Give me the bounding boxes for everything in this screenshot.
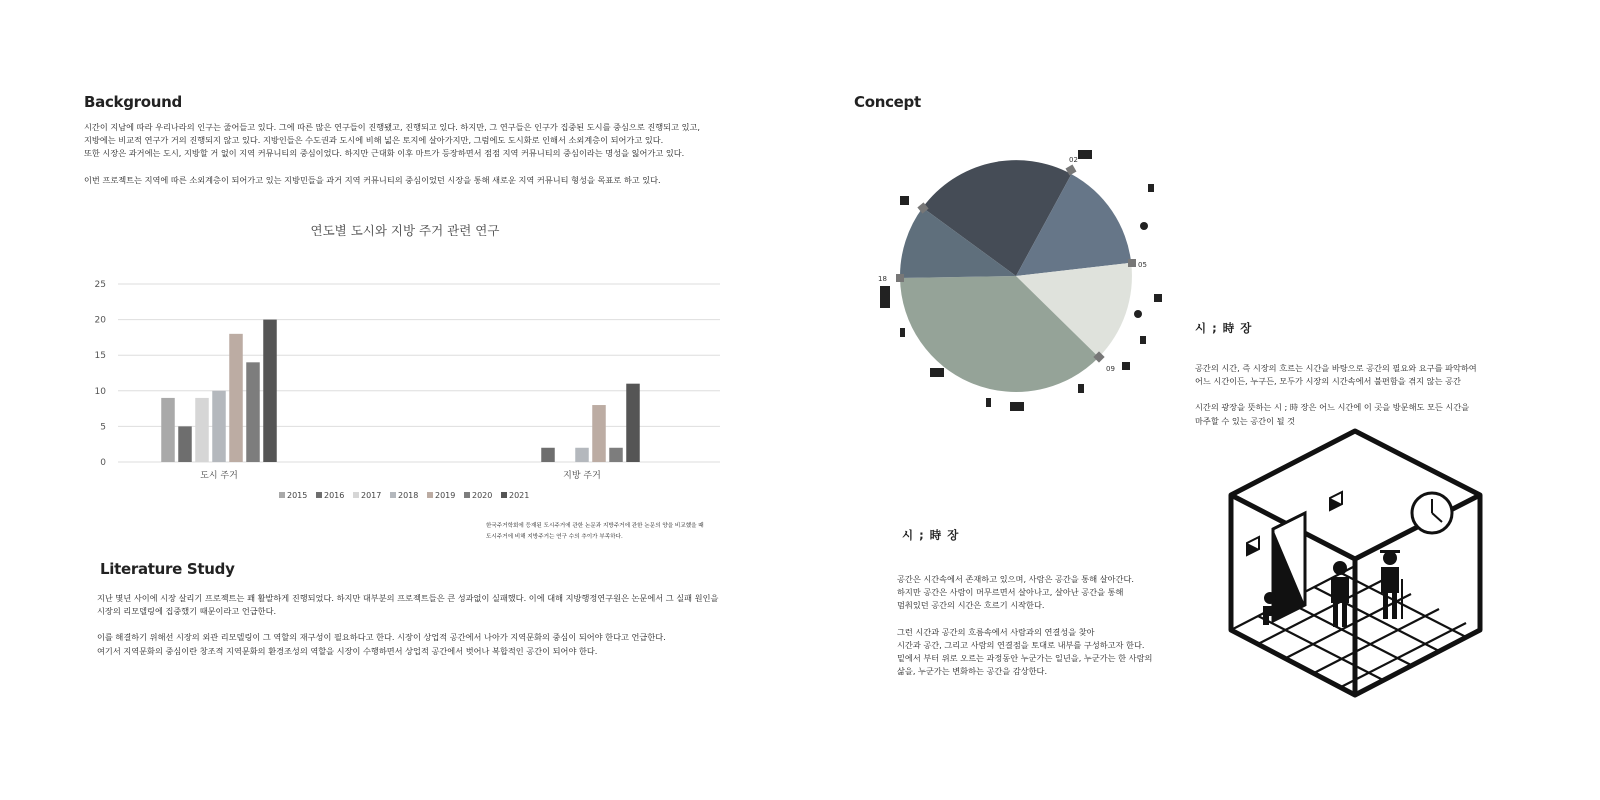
chart-note-line: 한국주거학회에 등재된 도시주거에 관한 논문과 지방주거에 관한 논문의 양을 비교했을 때 bbox=[486, 523, 704, 529]
background-line: 시간이 지남에 따라 우리나라의 인구는 줄어들고 있다. 그에 따른 많은 연구들이 진행됐고, 진행되고 있다. 하지만, 그 연구들은 인구가 집중된 도시를 중심으로 진행되고 있고, bbox=[84, 122, 701, 132]
legend-swatch bbox=[316, 492, 322, 498]
concept-bottom-paragraph bbox=[897, 573, 1152, 678]
bar bbox=[212, 391, 226, 462]
y-tick-label: 10 bbox=[94, 386, 106, 397]
x-category-label: 도시 주거 bbox=[200, 471, 238, 481]
chart-note bbox=[486, 521, 704, 543]
concept-right-heading: 시 ; 時 장 bbox=[1195, 321, 1253, 335]
literature-line bbox=[97, 618, 718, 631]
concept-right-line bbox=[1195, 388, 1477, 401]
concept-right-line: 어느 시간이든, 누구든, 모두가 시장의 시간속에서 불편함을 겪지 않는 공간 bbox=[1195, 376, 1461, 387]
legend-label: 2016 bbox=[324, 491, 345, 500]
y-tick-label: 15 bbox=[94, 351, 106, 362]
background-heading: Background bbox=[84, 93, 182, 111]
literature-line: 지난 몇년 사이에 시장 살리기 프로젝트는 꽤 활발하게 진행되었다. 하지만 대부분의 프로젝트들은 큰 성과없이 실패했다. 이에 대해 지방행정연구원은 논문에서 그 실패 원인을 bbox=[97, 593, 719, 603]
literature-paragraph bbox=[97, 592, 718, 658]
concept-right-line: 시간의 광장을 뜻하는 시 ; 時 장은 어느 시간에 이 곳을 방문해도 모든 시간을 bbox=[1195, 402, 1470, 413]
bar-chart bbox=[80, 240, 720, 520]
concept-bottom-line: 멈춰있던 공간의 시간은 흐르기 시작한다. bbox=[897, 600, 1045, 611]
legend-swatch bbox=[464, 492, 470, 498]
bar bbox=[263, 320, 277, 462]
concept-bottom-line: 공간은 시간속에서 존재하고 있으며, 사람은 공간을 통해 살아간다. bbox=[897, 574, 1134, 584]
concept-right-line: 공간의 시간, 즉 시장의 흐르는 시간을 바탕으로 공간의 필요와 요구를 파악하여 bbox=[1195, 363, 1477, 373]
clock-icon bbox=[1412, 493, 1452, 533]
concept-bottom-line: 밑에서 부터 위로 오르는 과정동안 누군가는 일년을, 누군가는 한 사람의 bbox=[897, 653, 1153, 664]
legend-swatch bbox=[279, 492, 285, 498]
bar bbox=[161, 398, 175, 462]
hour-label: 02 bbox=[1069, 156, 1078, 164]
legend-label: 2015 bbox=[287, 491, 308, 500]
legend-swatch bbox=[390, 492, 396, 498]
background-paragraph bbox=[84, 121, 700, 187]
y-tick-label: 20 bbox=[94, 315, 106, 326]
concept-bottom-line: 시간과 공간, 그리고 사람의 연결점을 토대로 내부를 구성하고자 한다. bbox=[897, 639, 1145, 650]
legend-label: 2017 bbox=[361, 491, 382, 500]
isometric-room-illustration bbox=[1225, 425, 1495, 715]
hour-marker bbox=[896, 274, 904, 282]
legend-swatch bbox=[501, 492, 507, 498]
hour-label: 18 bbox=[878, 275, 887, 283]
bar bbox=[195, 398, 209, 462]
background-line bbox=[84, 161, 700, 174]
bar bbox=[609, 448, 623, 462]
background-line: 이번 프로젝트는 지역에 따른 소외계층이 되어가고 있는 지방민들을 과거 지역 커뮤니티의 중심이었던 시장을 통해 새로운 지역 커뮤니티 형성을 목표로 하고 있다. bbox=[84, 174, 661, 185]
concept-bottom-line: 삶을, 누군가는 변화하는 공간을 감상한다. bbox=[897, 666, 1048, 677]
legend-label: 2018 bbox=[398, 491, 419, 500]
bar bbox=[229, 334, 243, 462]
hour-label: 09 bbox=[1106, 365, 1115, 373]
y-tick-label: 5 bbox=[100, 422, 106, 433]
bar bbox=[178, 426, 192, 462]
concept-bottom-line bbox=[897, 613, 1152, 626]
concept-right-paragraph bbox=[1195, 362, 1477, 428]
concept-bottom-heading: 시 ; 時 장 bbox=[902, 528, 960, 542]
legend-swatch bbox=[427, 492, 433, 498]
concept-heading: Concept bbox=[854, 93, 921, 111]
bar bbox=[592, 405, 606, 462]
chart-title: 연도별 도시와 지방 주거 관련 연구 bbox=[310, 223, 500, 238]
bar bbox=[246, 362, 260, 462]
literature-line: 여기서 지역문화의 중심이란 창조적 지역문화의 환경조성의 역할을 시장이 수행하면서 상업적 공간에서 벗어나 복합적인 공간이 되어야 한다. bbox=[97, 645, 598, 656]
background-line: 지방에는 비교적 연구가 거의 진행되지 않고 있다. 지방인들은 수도권과 도시에 비해 넓은 토지에 살아가지만, 그럼에도 도시화로 인해서 소외계층이 되어가고 있다. bbox=[84, 135, 664, 146]
literature-line: 이를 해결하기 위해선 시장의 외관 리모델링이 그 역할의 재구성이 필요하다고 한다. 시장이 상업적 공간에서 나아가 지역문화의 중심이 되어야 한다고 언급한다. bbox=[97, 632, 666, 643]
y-tick-label: 25 bbox=[94, 280, 106, 290]
x-category-label: 지방 주거 bbox=[563, 471, 601, 481]
y-tick-label: 0 bbox=[100, 458, 106, 468]
literature-heading: Literature Study bbox=[100, 560, 235, 578]
legend-label: 2019 bbox=[435, 491, 456, 500]
concept-bottom-line: 하지만 공간은 사람이 머무르면서 살아나고, 살아난 공간을 통해 bbox=[897, 587, 1124, 598]
legend-label: 2021 bbox=[509, 491, 530, 500]
bar bbox=[575, 448, 589, 462]
legend-label: 2020 bbox=[472, 491, 493, 500]
hour-marker bbox=[1128, 259, 1136, 267]
time-pie-diagram bbox=[848, 145, 1168, 435]
bar bbox=[541, 448, 555, 462]
chart-legend bbox=[279, 491, 529, 500]
concept-bottom-line: 그런 시간과 공간의 흐름속에서 사람과의 연결성을 찾아 bbox=[897, 626, 1095, 637]
legend-swatch bbox=[353, 492, 359, 498]
hour-label: 05 bbox=[1138, 261, 1147, 269]
concept-right-line: 마주할 수 있는 공간이 될 것 bbox=[1195, 415, 1296, 426]
literature-line: 시장의 리모델링에 집중했기 때문이라고 언급한다. bbox=[97, 606, 277, 617]
background-line: 또한 시장은 과거에는 도시, 지방할 거 없이 지역 커뮤니티의 중심이었다. 하지만 근대화 이후 마트가 등장하면서 점점 지역 커뮤니티의 중심이라는 명성을 잃어가고 있다. bbox=[84, 148, 685, 159]
bar bbox=[626, 384, 640, 462]
chart-note-line: 도시주거에 비해 지방주거는 연구 수의 추이가 부족하다. bbox=[486, 534, 623, 540]
